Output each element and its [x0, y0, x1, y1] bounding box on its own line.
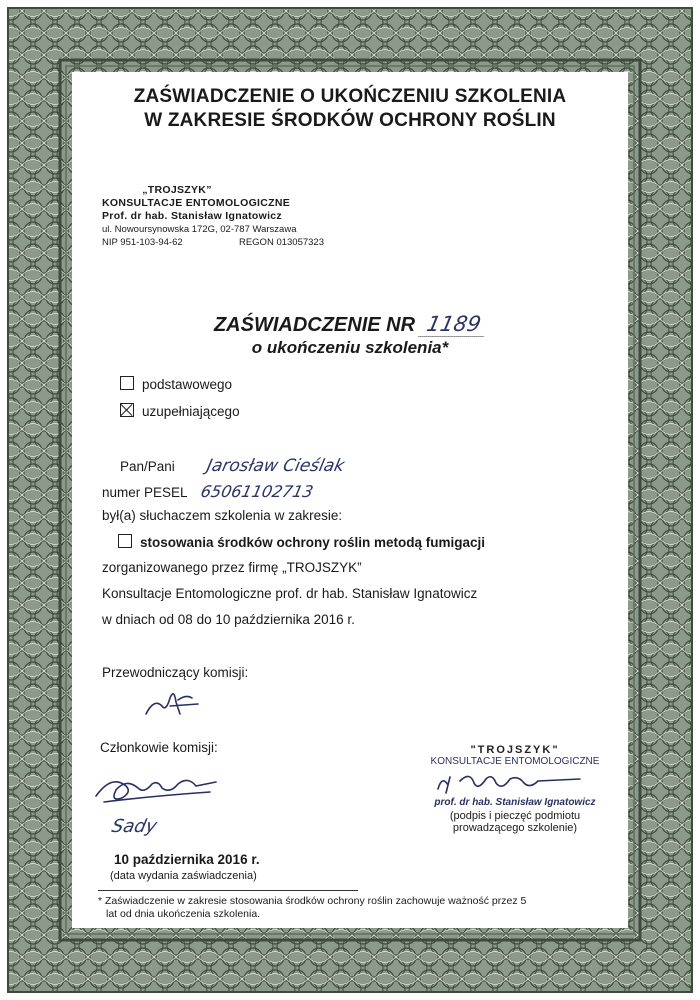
person-name-value: Jarosław Cieślak	[204, 456, 346, 476]
company-nip: NIP 951-103-94-62	[102, 237, 183, 248]
option-basic	[120, 376, 232, 392]
stamp-line-2: prof. dr hab. Stanisław Ignatowicz	[434, 797, 596, 808]
certificate-subtitle: o ukończeniu szkolenia*	[251, 338, 449, 357]
company-regon: REGON 013057323	[238, 237, 324, 248]
footnote	[98, 895, 608, 921]
pesel-value: 65061102713	[198, 482, 315, 501]
option-supplementary-label: uzupełniającego	[142, 404, 240, 419]
certificate-number-label: ZAŚWIADCZENIE NR	[213, 314, 416, 336]
pesel-row	[102, 482, 313, 501]
title-line-2: W ZAKRESIE ŚRODKÓW OCHRONY ROŚLIN	[144, 110, 556, 131]
training-intro: był(a) słuchaczem szkolenia w zakresie:	[102, 508, 343, 523]
checkbox-basic	[120, 376, 134, 390]
issue-date: 10 października 2016 r.	[114, 852, 260, 867]
stamp-name: "TROJSZYK"	[470, 744, 560, 756]
company-line-1: KONSULTACJE ENTOMOLOGICZNE	[102, 197, 291, 209]
footnote-line-1: * Zaświadczenie w zakresie stosowania środków ochrony roślin zachowuje ważność przez 5	[98, 895, 527, 907]
chair-label: Przewodniczący komisji:	[102, 665, 249, 680]
option-basic-label: podstawowego	[142, 377, 233, 392]
company-line-2: Prof. dr hab. Stanisław Ignatowicz	[102, 210, 282, 222]
member-signature-2: Sady	[109, 816, 159, 837]
organizer-signature	[430, 767, 600, 797]
stamp-caption-1: (podpis i pieczęć podmiotu	[449, 810, 581, 822]
stamp-caption-2: prowadzącego szkolenie)	[452, 822, 578, 834]
certificate-number-line	[72, 312, 628, 337]
option-supplementary	[120, 403, 240, 419]
organizer: Konsultacje Entomologiczne prof. dr hab. Stanisław Ignatowicz	[102, 586, 478, 601]
company-address: ul. Nowoursynowska 172G, 02-787 Warszawa	[102, 224, 297, 235]
organized-by: zorganizowanego przez firmę „TROJSZYK”	[102, 560, 362, 575]
person-name-label: Pan/Pani	[120, 459, 175, 474]
company-header-stamp	[102, 184, 332, 249]
footnote-divider	[98, 890, 358, 891]
company-name: „TROJSZYK”	[142, 184, 212, 196]
chair-signature	[140, 684, 210, 720]
training-scope-row	[118, 534, 485, 550]
checkbox-supplementary	[120, 403, 134, 417]
checkbox-scope	[118, 534, 132, 548]
training-scope: stosowania środków ochrony roślin metodą fumigacji	[140, 535, 486, 550]
pesel-label: numer PESEL	[102, 485, 188, 500]
issue-date-caption: (data wydania zaświadczenia)	[110, 870, 257, 882]
member-signature-1	[92, 766, 222, 806]
certificate-number-value: 1189	[418, 312, 489, 337]
certificate-content	[72, 72, 628, 928]
organizer-stamp	[430, 744, 600, 834]
members-label: Członkowie komisji:	[100, 740, 218, 755]
person-name-row	[120, 456, 344, 476]
training-dates: w dniach od 08 do 10 października 2016 r.	[102, 612, 355, 627]
title-line-1: ZAŚWIADCZENIE O UKOŃCZENIU SZKOLENIA	[133, 86, 567, 107]
footnote-line-2: lat od dnia ukończenia szkolenia.	[106, 908, 261, 920]
stamp-line-1: KONSULTACJE ENTOMOLOGICZNE	[430, 756, 600, 767]
